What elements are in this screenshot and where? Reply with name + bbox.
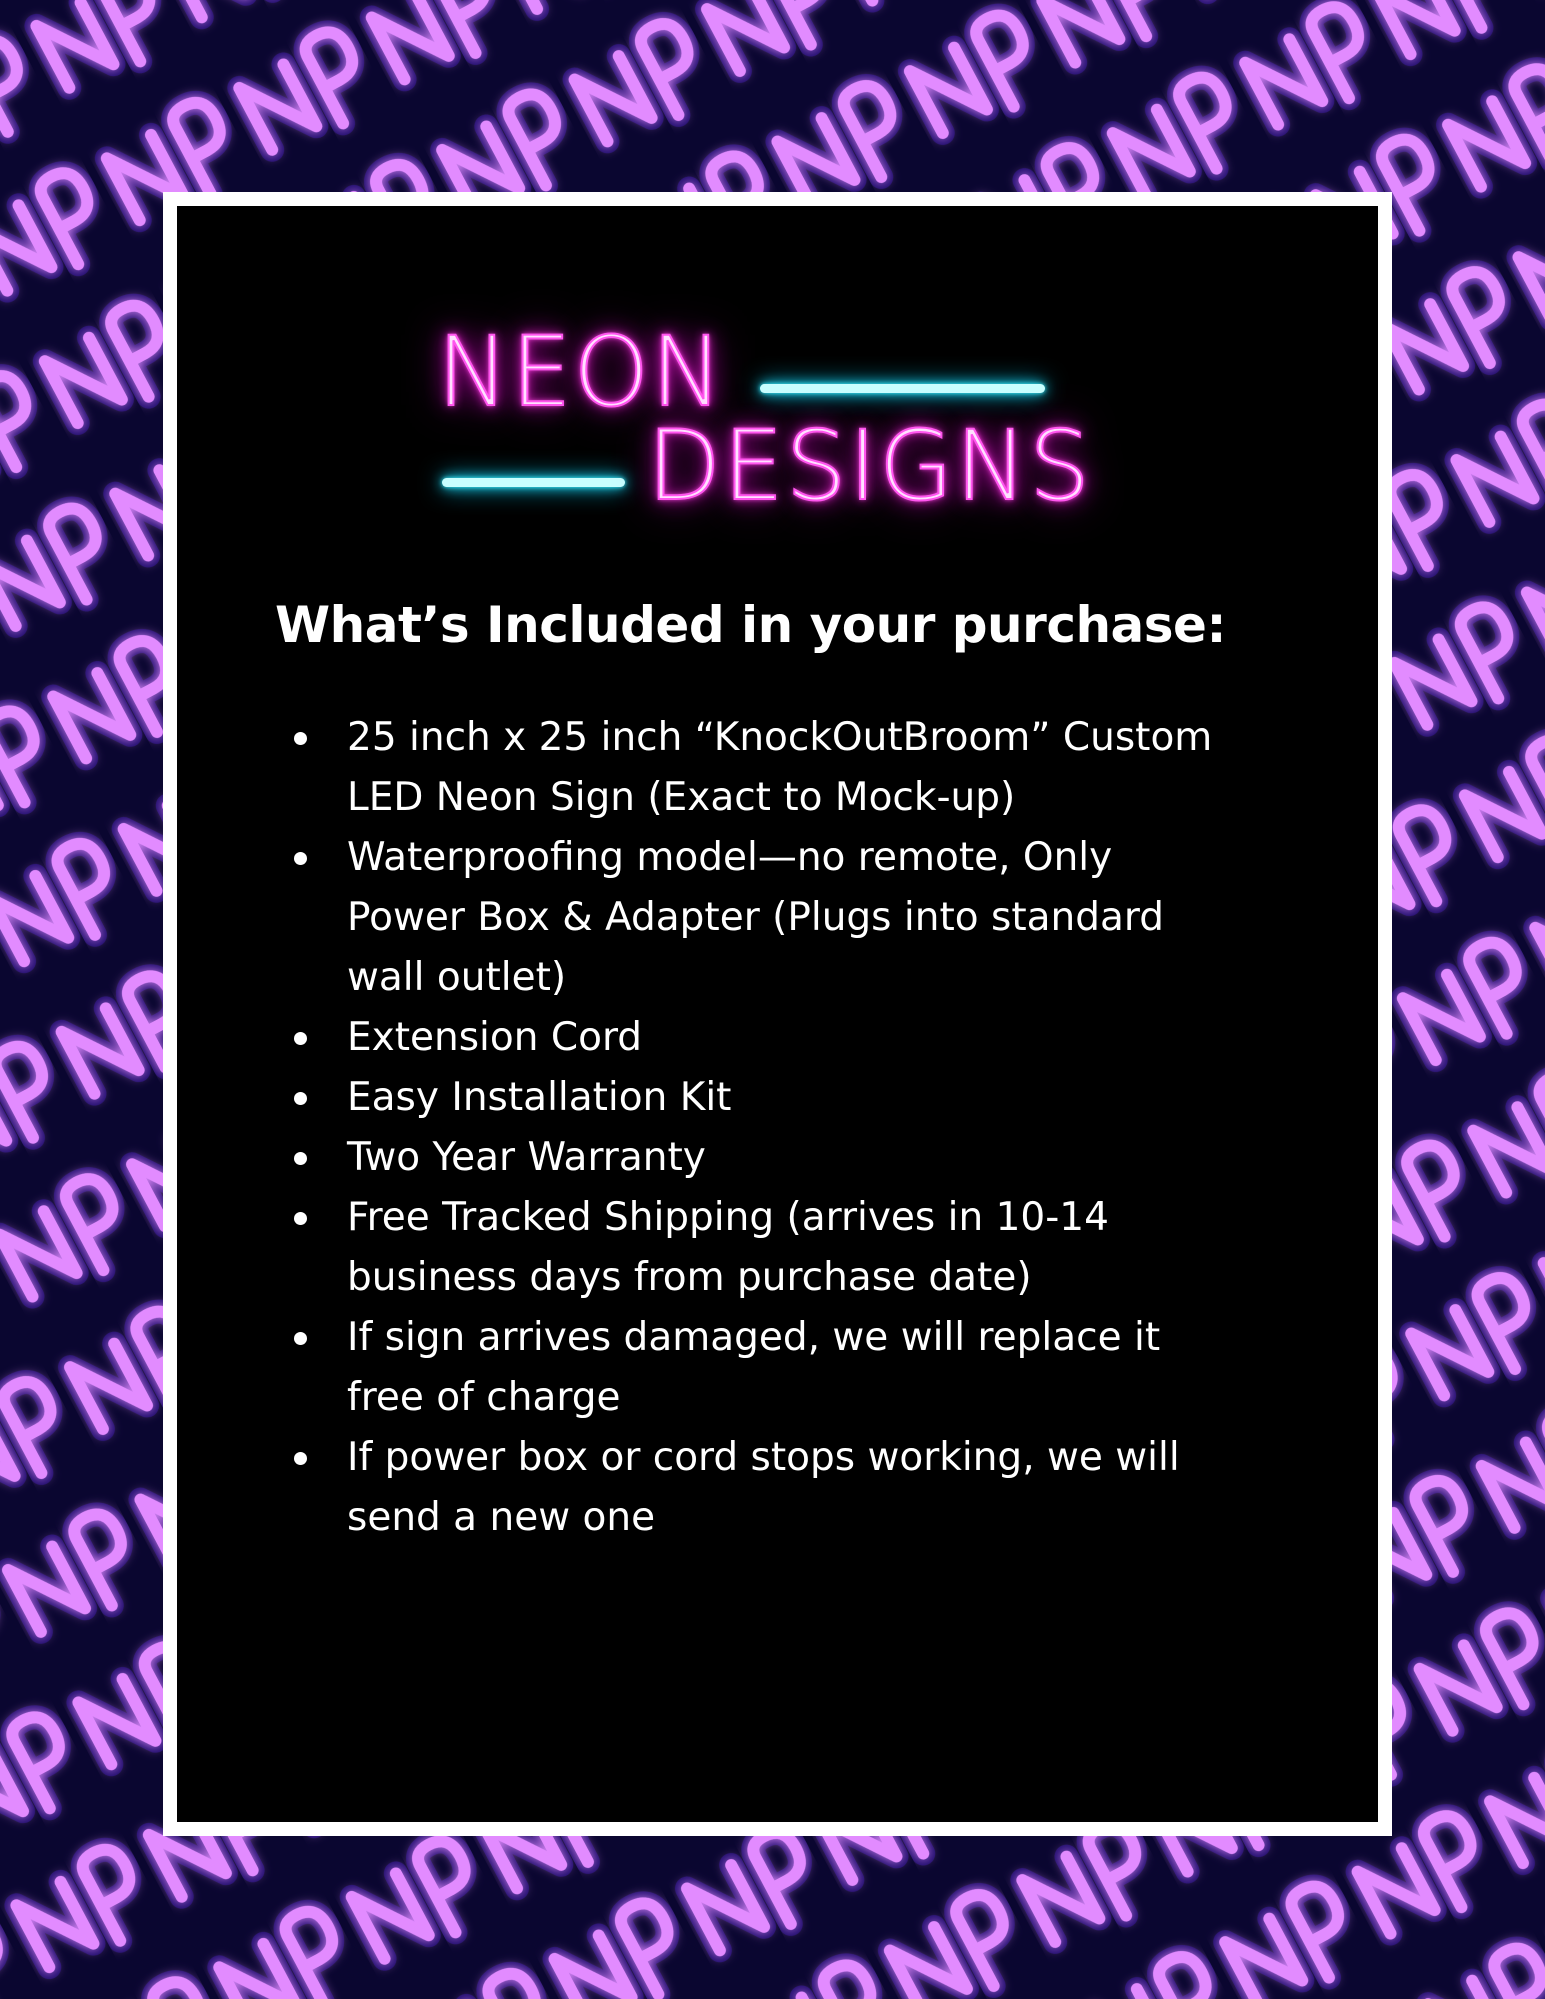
- neon-designs-logo: [437, 306, 1137, 526]
- logo-word-neon: NEON: [437, 316, 725, 428]
- logo-word-designs: DESIGNS: [647, 410, 1092, 522]
- list-item: Waterproofing model—no remote, Only Power Box & Adapter (Plugs into standard wall outlet): [292, 828, 1232, 1008]
- included-items-list: [292, 708, 1232, 1548]
- section-heading: What’s Included in your purchase:: [275, 596, 1226, 654]
- content-panel: [177, 206, 1378, 1822]
- list-item: If sign arrives damaged, we will replace it free of charge: [292, 1308, 1232, 1428]
- content-card: [163, 192, 1392, 1836]
- list-item: Free Tracked Shipping (arrives in 10-14 business days from purchase date): [292, 1188, 1232, 1308]
- list-item: 25 inch x 25 inch “KnockOutBroom” Custom LED Neon Sign (Exact to Mock-up): [292, 708, 1232, 828]
- list-item: Extension Cord: [292, 1008, 1232, 1068]
- logo-cyan-bar-bottom: [442, 478, 625, 487]
- logo-cyan-bar-top: [760, 384, 1045, 393]
- list-item: If power box or cord stops working, we will send a new one: [292, 1428, 1232, 1548]
- list-item: Easy Installation Kit: [292, 1068, 1232, 1128]
- list-item: Two Year Warranty: [292, 1128, 1232, 1188]
